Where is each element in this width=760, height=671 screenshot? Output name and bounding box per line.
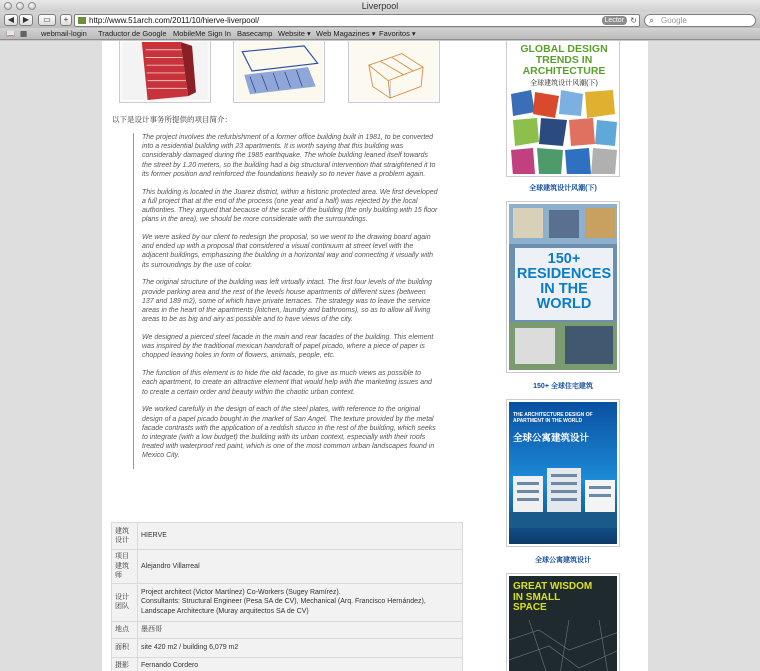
- quote-paragraph: The project involves the refurbishment of a former office building built in 1981, to be converted into a residential building with 23 apartments. It is worth saying that this building was considerably damaged during the 1985 earthquake. The whole building leaned itself towards the street by 1.20 meters, so the building had a big structural intervention that straightened it to its former position and reinforced the foundations heavily so to never have a problem again.: [142, 134, 436, 178]
- back-button[interactable]: [4, 14, 18, 26]
- title-bar: [0, 0, 760, 12]
- cover-title: GREAT WISDOM IN SMALL SPACE: [513, 581, 593, 613]
- project-description-quote: [133, 133, 438, 469]
- cover-subtitle: 全球公寓建筑设计: [513, 433, 590, 444]
- minimize-window-button[interactable]: [16, 2, 24, 10]
- bookmarks-view-button[interactable]: [38, 14, 56, 26]
- book-cover-link[interactable]: [506, 41, 620, 177]
- url-text: http://www.51arch.com/2011/10/hierve-liverpool/: [89, 16, 260, 25]
- info-value: Alejandro Villarreal: [138, 550, 463, 584]
- orange-sketch-image: [351, 42, 437, 100]
- page-content: [102, 41, 648, 671]
- bookmark-favoritos-menu[interactable]: Favoritos ▾: [379, 29, 416, 38]
- search-icon: ⌕: [649, 15, 655, 25]
- blue-sketch-image: [236, 42, 322, 100]
- gallery-thumbnail[interactable]: [119, 41, 211, 103]
- gallery-thumbnail[interactable]: [233, 41, 325, 103]
- table-row: [112, 657, 463, 671]
- info-label: 地点: [112, 621, 138, 638]
- info-label: 摄影: [112, 657, 138, 671]
- bookmark-basecamp[interactable]: Basecamp: [237, 29, 273, 38]
- quote-paragraph: This building is located in the Juarez district, within a historic protected area. We first developed a full project that at the end of the process (one year and a half) was rejected by the local authorities. They argued that because of the scale of the building (the only building with 15 floor plans in the area), we should be more considerate with the surroundings.: [142, 188, 438, 224]
- cover-title: 150+ RESIDENCES IN THE WORLD: [516, 251, 612, 312]
- quote-paragraph: We worked carefully in the design of each of the steel plates, with reference to the original design of a papel picado bought in the market of San Angel. The texture provided by the metal facade contrasts with the application of a reddish stucco in the rest of the building, which seeks to integrate (with a low budget) the building with its urban context, especially with their roofs treated with waterproof red paint, which is one of the most common urban landscapes found in Mexico City.: [142, 406, 436, 460]
- top-sites-icon[interactable]: ▦: [20, 29, 28, 38]
- back-icon: ◀: [7, 15, 15, 24]
- book-cover: [509, 576, 617, 671]
- reading-list-icon[interactable]: 📖: [6, 29, 16, 38]
- reload-icon[interactable]: ↻: [630, 16, 637, 25]
- forward-button[interactable]: [19, 14, 33, 26]
- search-input[interactable]: [644, 14, 756, 27]
- address-bar[interactable]: [74, 14, 640, 27]
- cover-apartments-image: [509, 458, 617, 528]
- cover-title: THE ARCHITECTURE DESIGN OF APARTMENT IN THE WORLD: [513, 412, 593, 424]
- table-row: [112, 583, 463, 621]
- table-row: [112, 550, 463, 584]
- table-row: [112, 523, 463, 550]
- info-label: 设计团队: [112, 583, 138, 621]
- info-label: 面积: [112, 638, 138, 657]
- cover-title: GLOBAL DESIGN TRENDS IN ARCHITECTURE: [520, 43, 608, 77]
- project-info-table: [111, 522, 463, 671]
- toolbar: [0, 12, 760, 28]
- book-caption-link[interactable]: 全球公寓建筑设计: [535, 557, 591, 564]
- book-cover: [509, 402, 617, 544]
- bookmark-traductor[interactable]: Traductor de Google: [98, 29, 167, 38]
- quote-paragraph: We designed a pierced steel facade in the main and rear facades of the building. This element was inspired by the traditional mexican handcraft of papel picado, where a piece of paper is chopped leaving holes in form of flowers, animals, people, etc.: [142, 334, 434, 360]
- table-row: [112, 621, 463, 638]
- intro-text: 以下是设计事务所提供的项目简介：: [112, 115, 232, 124]
- bookmarks-icon: ▭: [43, 15, 51, 24]
- forward-icon: ▶: [22, 15, 30, 24]
- bookmark-mobileme[interactable]: MobileMe Sign In: [173, 29, 231, 38]
- quote-paragraph: The function of this element is to hide the old facade, to give as much views as possible to each apartment, to create an attractive element that would help with the marketing issues and to create a certain order and beauty within the chaotic urban context.: [142, 370, 432, 396]
- book-cover-link[interactable]: [506, 201, 620, 373]
- book-cover-link[interactable]: [506, 573, 620, 671]
- info-label: 项目建筑师: [112, 550, 138, 584]
- quote-paragraph: We were asked by our client to redesign the proposal, so we went to the drawing board again and ended up with a proposal that considered a visual continuum at street level with the adjacent buildings, emphasizing the building in a horizontal way and connecting it visually with its surroundings by the use of color.: [142, 234, 434, 269]
- info-value: Fernando Cordero: [138, 657, 463, 671]
- add-bookmark-button[interactable]: [60, 14, 72, 26]
- book-cover: [509, 204, 617, 370]
- cover-subtitle: 全球建筑设计风潮(下): [530, 80, 598, 87]
- book-cover-link[interactable]: [506, 399, 620, 547]
- bookmark-website-menu[interactable]: Website ▾: [278, 29, 311, 38]
- gallery-thumbnail[interactable]: [348, 41, 440, 103]
- info-value: HIERVE: [138, 523, 463, 550]
- info-value: Project architect (Victor Martínez) Co-Workers (Sugey Ramírez). Consultants: Structural Engineer (Pesa SA de CV), Mechanical (Arq. Francisco Hernández), Landscape Architecture (Muray arquitectos SA de CV): [138, 583, 463, 621]
- info-label: 建筑设计: [112, 523, 138, 550]
- book-cover: [509, 41, 617, 174]
- cover-collage-image: [509, 90, 617, 174]
- table-row: [112, 638, 463, 657]
- search-placeholder: Google: [661, 16, 687, 25]
- reader-button[interactable]: Lector: [602, 16, 627, 25]
- book-caption-link[interactable]: 全球建筑设计风潮(下): [529, 185, 597, 192]
- bookmark-webmail-login[interactable]: webmail-login: [41, 29, 87, 38]
- site-favicon-icon: [78, 17, 86, 24]
- cover-lines-image: [509, 620, 617, 671]
- bookmarks-bar: [0, 28, 760, 40]
- book-caption-link[interactable]: 150+ 全球住宅建筑: [533, 383, 593, 390]
- info-value: 墨西哥: [138, 621, 463, 638]
- info-value: site 420 m2 / building 6,079 m2: [138, 638, 463, 657]
- plus-icon: +: [63, 15, 69, 24]
- zoom-window-button[interactable]: [28, 2, 36, 10]
- quote-paragraph: The original structure of the building was left virtually intact. The first four levels of the building provide parking area and the rest of the levels house apartments of different sizes (between 137 and 189 m2), some of which have private terraces. The strategy was to leave the service areas in the heart of the apartments (kitchen, laundry and bathrooms), so as to allow all living areas to be as big and airy as possible and to have views of the city.: [142, 279, 432, 324]
- red-facade-image: [122, 42, 208, 100]
- bookmark-web-magazines-menu[interactable]: Web Magazines ▾: [316, 29, 376, 38]
- window-title: Liverpool: [361, 1, 399, 11]
- web-page: [0, 41, 760, 671]
- close-window-button[interactable]: [4, 2, 12, 10]
